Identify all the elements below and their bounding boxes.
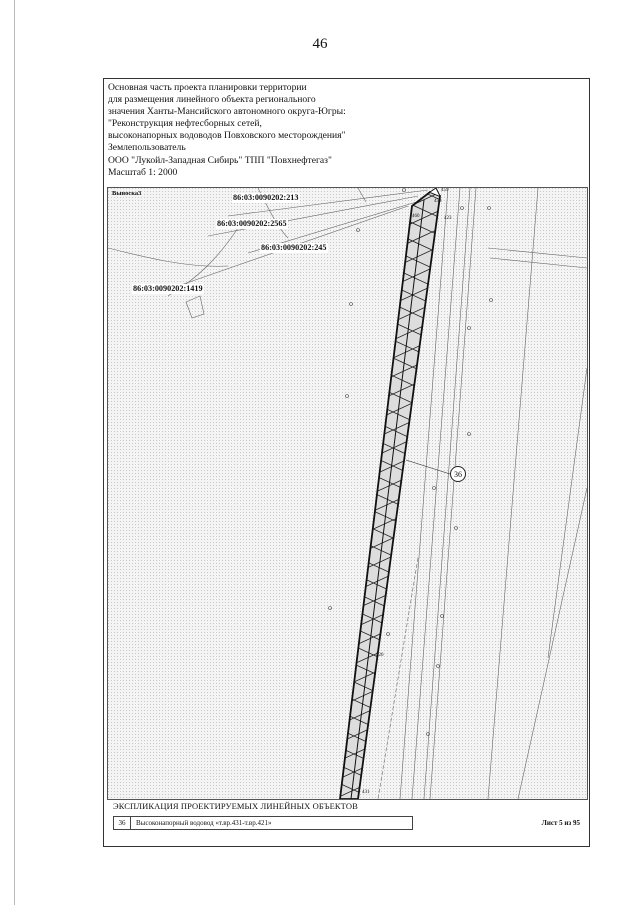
document-frame: [103, 78, 590, 847]
object-marker: 36: [450, 466, 466, 482]
parcel-label: 86:03:0090202:213: [233, 193, 299, 202]
header-line: Масштаб 1: 2000: [108, 166, 178, 178]
fold-line: [14, 0, 15, 905]
inset-label: Выноска3: [112, 190, 142, 197]
point-label: 431: [362, 790, 370, 795]
header-line: для размещения линейного объекта регионального: [108, 94, 316, 106]
parcel-label: 86:03:0090202:2565: [217, 219, 287, 228]
header-line: "Реконструкция нефтесборных сетей,: [108, 118, 262, 130]
legend-title: ЭКСПЛИКАЦИЯ ПРОЕКТИРУЕМЫХ ЛИНЕЙНЫХ ОБЪЕКТОВ: [113, 801, 358, 811]
map-area: [107, 187, 588, 800]
map-background: [108, 188, 587, 799]
page-number: 46: [312, 36, 328, 52]
legend: [107, 801, 586, 845]
legend-row-text: Высоконапорный водовод «т.вр.431-т.вр.421»: [136, 819, 272, 827]
header-block: [108, 82, 346, 179]
sheet-label: Лист 5 из 95: [541, 819, 580, 827]
header-line: значения Ханты-Мансийского автономного округа-Югры:: [108, 106, 346, 118]
point-label: 458: [434, 199, 442, 204]
point-label: 459: [441, 188, 449, 193]
legend-row: [113, 816, 413, 830]
legend-row-number: 36: [114, 817, 131, 829]
map-drawing: [108, 188, 587, 799]
header-line: ООО "Лукойл-Западная Сибирь" ТПП "Повхнефтегаз": [108, 154, 332, 166]
point-label: 460: [412, 214, 420, 219]
header-line: Землепользователь: [108, 142, 186, 154]
header-line: высоконапорных водоводов Повховского месторождения": [108, 130, 346, 142]
point-label: 423: [444, 216, 452, 221]
parcel-label: 86:03:0090202:245: [261, 243, 327, 252]
parcel-label: 86:03:0090202:1419: [133, 284, 203, 293]
point-label: 320: [376, 653, 384, 658]
header-line: Основная часть проекта планировки территории: [108, 82, 307, 93]
